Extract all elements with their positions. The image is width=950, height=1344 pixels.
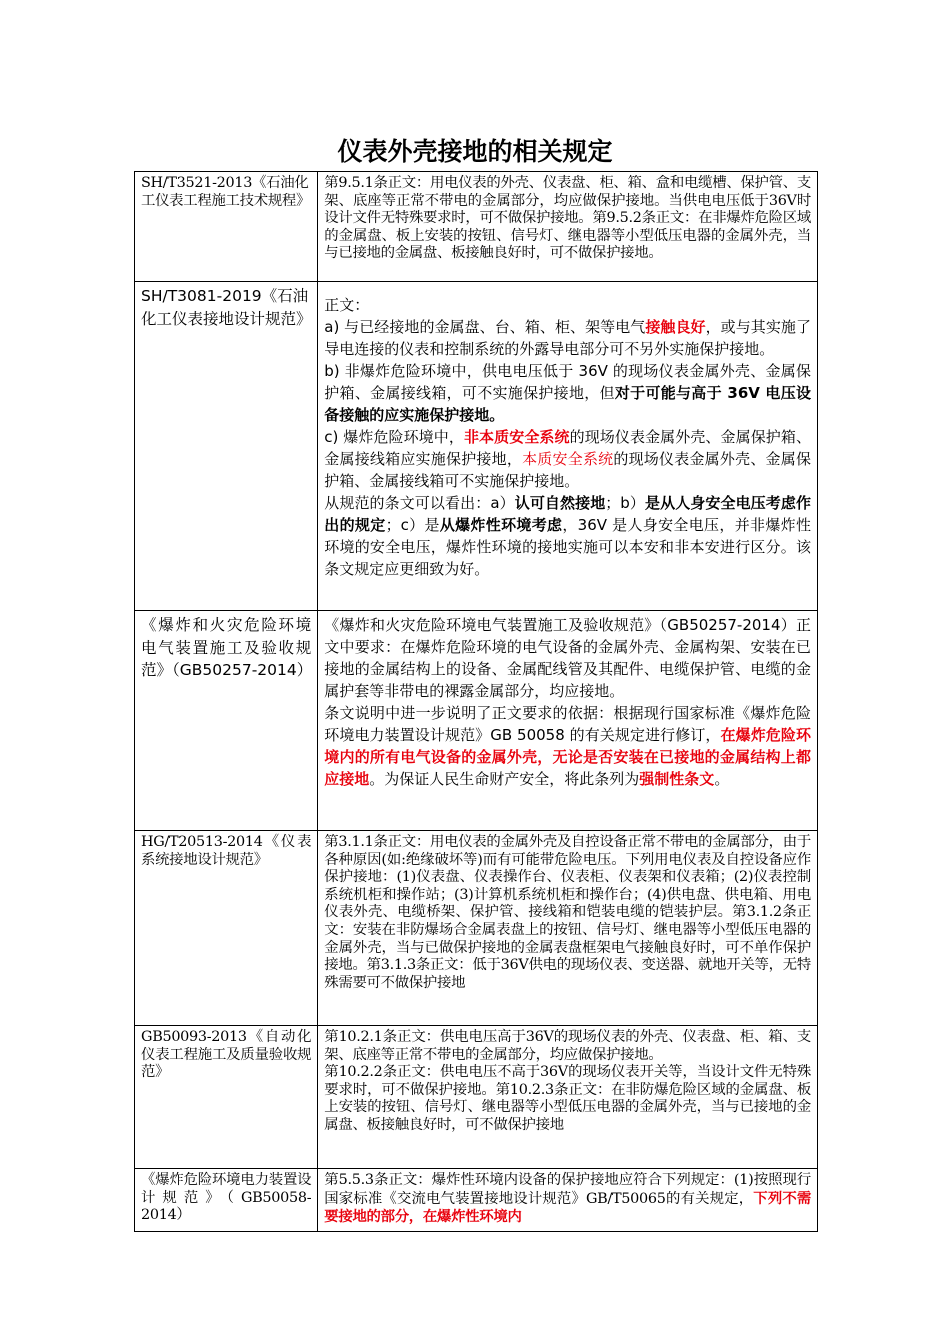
clause-cell: 第5.5.3条正文：爆炸性环境内设备的保护接地应符合下列规定：(1)按照现行国家标准《交流电气装置接地设计规范》GB/T50065的有关规定，下列不需要接地的部分，在爆炸性环境内 (318, 1169, 818, 1232)
table-row (135, 1169, 818, 1232)
clause-cell (318, 611, 818, 831)
standard-cell: 《爆炸危险环境电力装置设计规范》（GB50058-2014） (135, 1169, 318, 1232)
standard-cell: SH/T3521-2013《石油化工仪表工程施工技术规程》 (135, 172, 318, 282)
clause-cell: 第9.5.1条正文：用电仪表的外壳、仪表盘、柜、箱、盒和电缆槽、保护管、支架、底座等正常不带电的金属部分，均应做保护接地。当供电电压低于36V时设计文件无特殊要求时，可不做保护接地。第9.5.2条正文：在非爆炸危险区域的金属盘、板上安装的按钮、信号灯、继电器等小型低压电器的金属外壳，当与已接地的金属盘、板接触良好时，可不做保护接地。 (318, 172, 818, 282)
clause-explanation: 条文说明中进一步说明了正文要求的依据：根据现行国家标准《爆炸危险环境电力装置设计规范》GB 50058 的有关规定进行修订，在爆炸危险环境内的所有电气设备的金属外壳，无论是否安装在已接地的金属结构上都应接地。为保证人民生命财产安全，将此条列为强制性条文。 (324, 704, 811, 788)
clause-item-a: a) 与已经接地的金属盘、台、箱、柜、架等电气接触良好，或与其实施了导电连接的仪表和控制系统的外露导电部分可不另外实施保护接地。 (324, 318, 811, 358)
table-row (135, 1026, 818, 1169)
clause-analysis: 从规范的条文可以看出：a）认可自然接地；b）是从人身安全电压考虑作出的规定；c）是从爆炸性环境考虑，36V 是人身安全电压，并非爆炸性环境的安全电压，爆炸性环境的接地实施可以本安和非本安进行区分。该条文规定应更细致为好。 (324, 494, 811, 578)
clause-cell (318, 1026, 818, 1169)
page-title: 仪表外壳接地的相关规定 (337, 137, 613, 166)
clause-item-b: b) 非爆炸危险环境中，供电电压低于 36V 的现场仪表金属外壳、金属保护箱、金属接线箱，可不实施保护接地，但对于可能与高于 36V 电压设备接触的应实施保护接地。 (324, 362, 811, 424)
standard-cell: GB50093-2013《自动化仪表工程施工及质量验收规范》 (135, 1026, 318, 1169)
standard-cell: SH/T3081-2019《石油化工仪表接地设计规范》 (135, 282, 318, 611)
table-row (135, 282, 818, 611)
standard-cell: 《爆炸和火灾危险环境电气装置施工及验收规范》（GB50257-2014） (135, 611, 318, 831)
table-row (135, 831, 818, 1026)
clause-paragraph: 第10.2.2条正文：供电电压不高于36V的现场仪表开关等，当设计文件无特殊要求时，可不做保护接地。第10.2.3条正文：在非防爆危险区域的金属盘、板上安装的按钮、信号灯、继电器等小型低压电器的金属外壳，当与已接地的金属盘、板接触良好时，可不做保护接地 (324, 1064, 811, 1133)
clause-paragraph: 《爆炸和火灾危险环境电气装置施工及验收规范》（GB50257-2014）正文中要求：在爆炸危险环境的电气设备的金属外壳、金属构架、安装在已接地的金属结构上的设备、金属配线管及其配件、电缆保护管、电缆的金属护套等非带电的裸露金属部分，均应接地。 (324, 616, 811, 700)
table-row (135, 172, 818, 282)
regulations-table (134, 171, 818, 1232)
clause-cell (318, 282, 818, 611)
table-row (135, 611, 818, 831)
clause-heading: 正文： (324, 296, 370, 314)
clause-paragraph: 第10.2.1条正文：供电电压高于36V的现场仪表的外壳、仪表盘、柜、箱、支架、底座等正常不带电的金属部分，均应做保护接地。 (324, 1029, 811, 1063)
clause-cell: 第3.1.1条正文：用电仪表的金属外壳及自控设备正常不带电的金属部分，由于各种原因(如:绝缘破坏等)而有可能带危险电压。下列用电仪表及自控设备应作保护接地：(1)仪表盘、仪表操作台、仪表柜、仪表架和仪表箱；(2)仪表控制系统机柜和操作站；(3)计算机系统机柜和操作台；(4)供电盘、供电箱、用电仪表外壳、电缆桥架、保护管、接线箱和铠装电缆的铠装护层。第3.1.2条正文：安装在非防爆场合金属表盘上的按钮、信号灯、继电器等小型低压电器的金属外壳，当与已做保护接地的金属表盘框架电气接触良好时，可不单作保护接地。第3.1.3条正文：低于36V供电的现场仪表、变送器、就地开关等，无特殊需要可不做保护接地 (318, 831, 818, 1026)
standard-cell: HG/T20513-2014《仪表系统接地设计规范》 (135, 831, 318, 1026)
clause-item-c: c) 爆炸危险环境中，非本质安全系统的现场仪表金属外壳、金属保护箱、金属接线箱应实施保护接地，本质安全系统的现场仪表金属外壳、金属保护箱、金属接线箱可不实施保护接地。 (324, 428, 811, 490)
